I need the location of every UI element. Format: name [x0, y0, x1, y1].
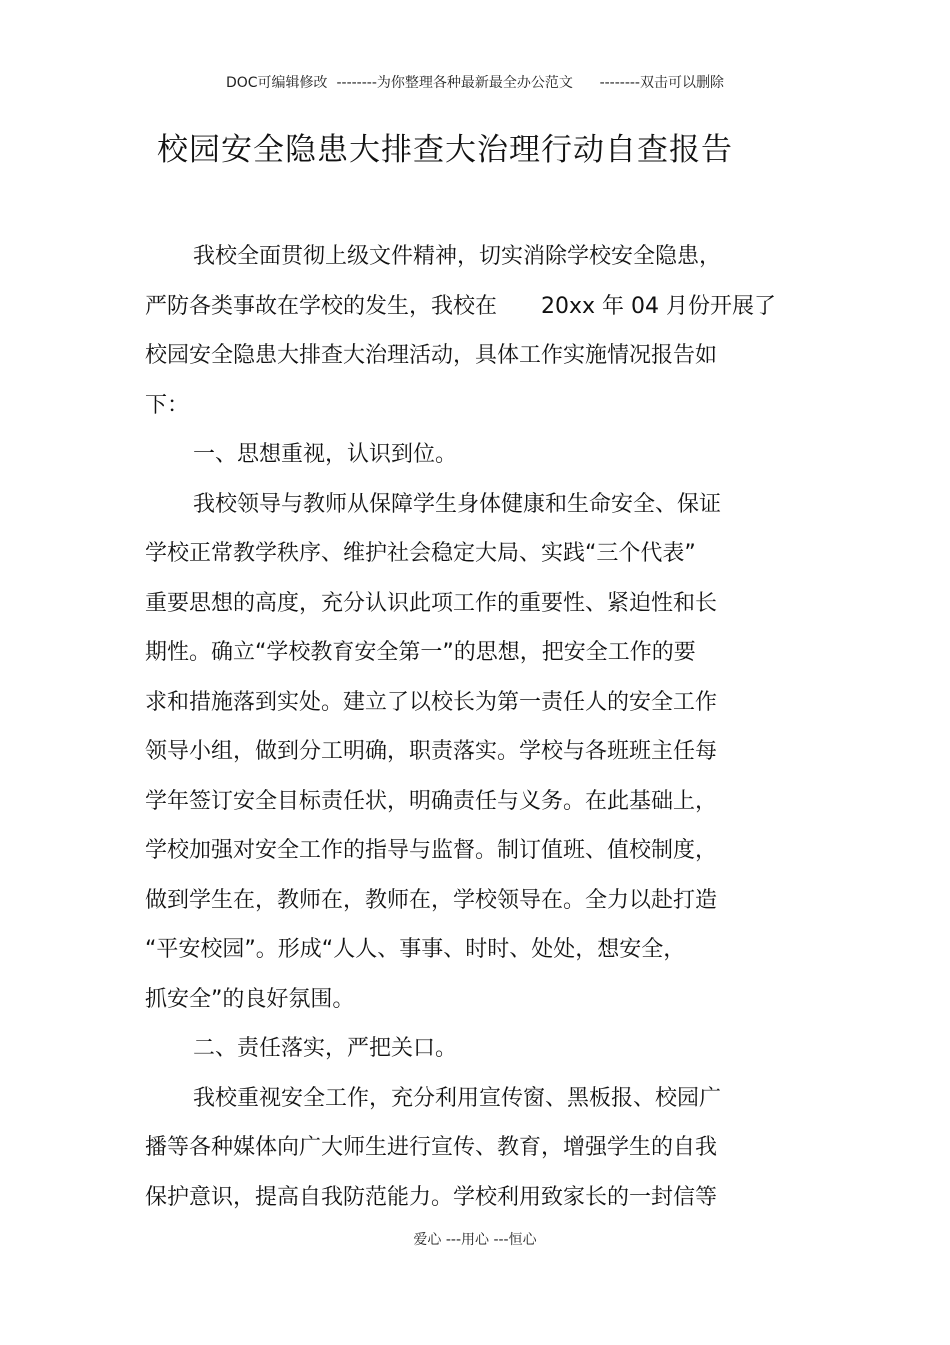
paragraph-line: 期性。确立“学校教育安全第一”的思想，把安全工作的要 [145, 640, 696, 665]
paragraph-line: 学年签订安全目标责任状，明确责任与义务。在此基础上， [145, 788, 718, 814]
paragraph-line: 我校重视安全工作，充分利用宣传窗、黑板报、校园广 [193, 1085, 722, 1111]
paragraph-text: 严防各类事故在学校的发生，我校在 [145, 293, 498, 319]
paragraph-line: “平安校园”。形成“人人、事事、时时、处处，想安全， [145, 937, 686, 962]
paragraph-line: 我校全面贯彻上级文件精神，切实消除学校安全隐患， [193, 244, 722, 269]
paragraph-line: 求和措施落到实处。建立了以校长为第一责任人的安全工作 [145, 689, 718, 715]
paragraph-line: 重要思想的高度，充分认识此项工作的重要性、紧迫性和长 [145, 590, 718, 616]
page-header: DOC可编辑修改 --------为你整理各种最新最全办公范文 --------双击可以删除 [225, 75, 724, 91]
paragraph-line: 抓安全”的良好氛围。 [145, 986, 355, 1012]
paragraph-line: 领导小组，做到分工明确，职责落实。学校与各班班主任每 [145, 739, 718, 764]
paragraph-line: 播等各种媒体向广大师生进行宣传、教育，增强学生的自我 [145, 1135, 718, 1160]
report-date: 20xx 年 04 月份开展了 [541, 293, 777, 319]
paragraph-line: 学校加强对安全工作的指导与监督。制订值班、值校制度， [145, 838, 718, 863]
paragraph-line [145, 286, 805, 336]
section-heading: 二、责任落实，严把关口。 [193, 1036, 458, 1061]
paragraph-line: 学校正常教学秩序、维护社会稳定大局、实践“三个代表” [145, 541, 696, 566]
paragraph-line: 我校领导与教师从保障学生身体健康和生命安全、保证 [193, 491, 722, 517]
page-footer: 爱心 ---用心 ---恒心 [413, 1232, 537, 1248]
section-heading: 一、思想重视，认识到位。 [193, 442, 458, 467]
paragraph-line: 校园安全隐患大排查大治理活动，具体工作实施情况报告如 [145, 343, 718, 368]
paragraph-line: 保护意识，提高自我防范能力。学校利用致家长的一封信等 [145, 1184, 718, 1210]
paragraph-line: 下： [145, 392, 190, 418]
document-body [145, 236, 805, 1226]
paragraph-line: 做到学生在，教师在，教师在，学校领导在。全力以赴打造 [145, 887, 718, 913]
document-title: 校园安全隐患大排查大治理行动自查报告 [157, 132, 733, 168]
